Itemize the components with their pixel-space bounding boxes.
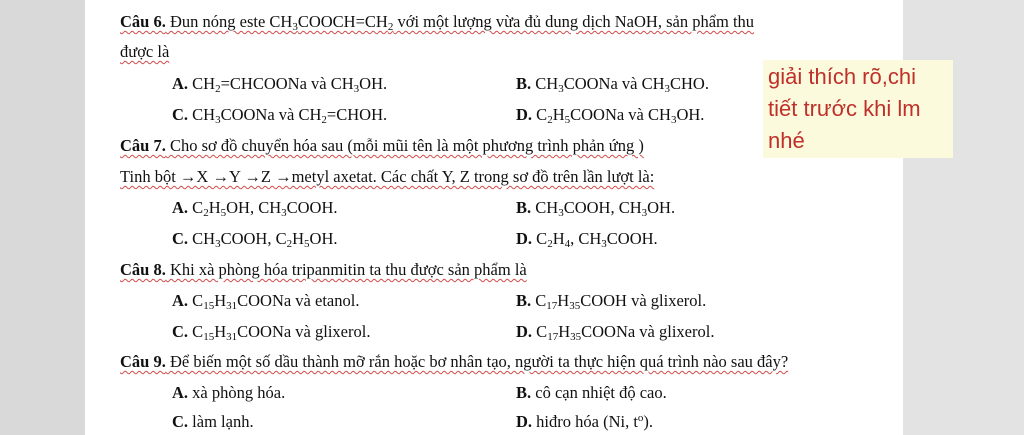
note-line-3: nhé (768, 128, 805, 153)
option-7c[interactable]: C. $CH_3COOH$, $C_2H_5OH$. (172, 229, 338, 250)
option-6b[interactable]: B. $CH_3COONa$ và $CH_3CHO$. (516, 74, 709, 95)
question-7-label: Câu 7. (120, 136, 166, 155)
option-9d[interactable]: D. hiđro hóa (Ni, $t^o$). (516, 412, 654, 431)
option-8c[interactable]: C. $C_{15}H_{31}COONa$ và glixerol. (172, 322, 371, 343)
option-6c[interactable]: C. $CH_3COONa$ và $CH_2=CHOH$. (172, 105, 388, 126)
question-9-text: Câu 9. Để biến một số dầu thành mỡ rắn hoặc bơ nhân tạo, người ta thực hiện quá trình nào sau đây? (120, 352, 789, 371)
option-9b[interactable]: B. cô cạn nhiệt độ cao. (516, 383, 667, 402)
note-line-1: giải thích rõ,chi (768, 64, 916, 89)
question-7-text-cont: Tinh bột →X →Y →Z →metyl axetat. Các chất Y, Z trong sơ đồ trên lần lượt là: (120, 167, 655, 186)
option-7b[interactable]: B. $CH_3COOH$, $CH_3OH$. (516, 198, 676, 219)
note-line-2: tiết trước khi lm (768, 96, 921, 121)
option-9a[interactable]: A. xà phòng hóa. (172, 383, 286, 402)
option-9c[interactable]: C. làm lạnh. (172, 412, 254, 431)
option-7a[interactable]: A. $C_2H_5OH$, $CH_3COOH$. (172, 198, 338, 219)
option-6a[interactable]: A. $CH_2=CHCOONa$ và $CH_3OH$. (172, 74, 388, 95)
option-8d[interactable]: D. $C_{17}H_{35}COONa$ và glixerol. (516, 322, 715, 343)
question-8-text: Câu 8. Khi xà phòng hóa tripanmitin ta thu được sản phẩm là (120, 260, 527, 279)
option-8a[interactable]: A. $C_{15}H_{31}COONa$ và etanol. (172, 291, 360, 312)
question-9-label: Câu 9. (120, 352, 166, 371)
question-7-text: Câu 7. Cho sơ đồ chuyển hóa sau (mỗi mũi tên là một phương trình phản ứng ) (120, 136, 644, 155)
question-8-label: Câu 8. (120, 260, 166, 279)
question-6-label: Câu 6. (120, 12, 166, 31)
option-6d[interactable]: D. $C_2H_5COONa$ và $CH_3OH$. (516, 105, 705, 126)
option-8b[interactable]: B. $C_{17}H_{35}COOH$ và glixerol. (516, 291, 707, 312)
option-7d[interactable]: D. $C_2H_4$, $CH_3COOH$. (516, 229, 658, 250)
question-6-text: Câu 6. Đun nóng este $CH_3COOCH=CH_2$ với một lượng vừa đủ dung dịch NaOH, sản phẩm thu (120, 12, 755, 33)
question-6-text-cont: được là (120, 42, 170, 61)
